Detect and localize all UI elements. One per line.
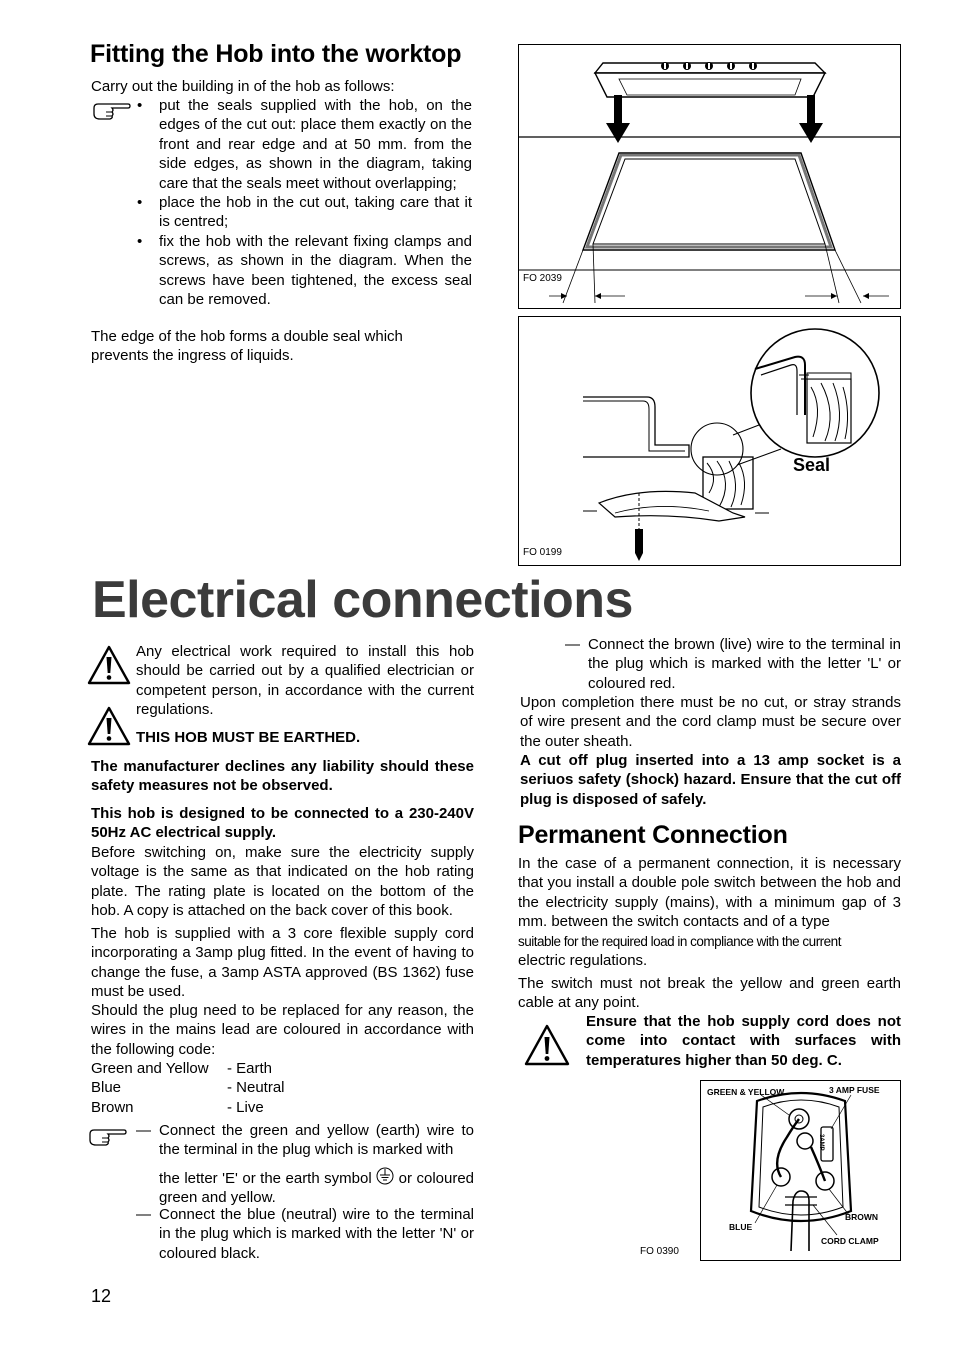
- wire-colour: Blue: [91, 1079, 122, 1097]
- plug-figure-caption: FO 0390: [640, 1246, 679, 1257]
- cord-text: The hob is supplied with a 3 core flexible supply cord incorporating a 3amp plug fitted. In the event of having to change the fuse, a 3amp ASTA approved (BS 1362) fuse must be used.: [91, 925, 474, 1001]
- warning-triangle-icon: [87, 706, 131, 746]
- hob-intro: Carry out the building in of the hob as follows:: [91, 78, 395, 95]
- wire-code-row: [91, 1078, 285, 1097]
- hob-edge-note: The edge of the hob forms a double seal which prevents the ingress of liquids.: [91, 328, 403, 365]
- warning-triangle-icon: [87, 645, 131, 685]
- permanent-text-1: [518, 854, 901, 970]
- pointing-hand-icon: [92, 100, 132, 122]
- label-3amp-fuse: 3 AMP FUSE: [829, 1085, 880, 1095]
- step-earth: [159, 1121, 474, 1208]
- wire-code-row: [91, 1098, 285, 1117]
- liability-note: The manufacturer declines any liability should these safety measures not be observed.: [91, 758, 474, 795]
- plug-wiring-drawing: [701, 1081, 900, 1260]
- pointing-hand-icon: [88, 1126, 128, 1148]
- wire-colour: Green and Yellow: [91, 1060, 209, 1077]
- hob-bullet-2-text: place the hob in the cut out, taking care that it is centred;: [159, 194, 472, 231]
- label-cord-clamp: CORD CLAMP: [821, 1236, 879, 1246]
- figure-plug-wiring: [700, 1080, 901, 1261]
- hob-title: Fitting the Hob into the worktop: [90, 40, 462, 68]
- warning-triangle-icon: [524, 1024, 570, 1066]
- wire-meaning: - Earth: [227, 1060, 273, 1077]
- supply-spec: This hob is designed to be connected to a 230-240V 50Hz AC electrical supply.: [91, 805, 474, 842]
- figure-2-caption: FO 0199: [523, 547, 562, 558]
- permanent-text-2: The switch must not break the yellow and green earth cable at any point.: [518, 975, 901, 1012]
- hob-bullet-2: [137, 193, 472, 232]
- bullet-symbol: •: [137, 233, 143, 250]
- step-earth-text-a: Connect the green and yellow (earth) wire to the terminal in the plug which is marked with: [159, 1122, 474, 1159]
- wire-meaning: - Live: [227, 1098, 264, 1116]
- hob-bullet-3-text: fix the hob with the relevant fixing clamps and screws, as shown in the diagram. When the screws have been tightened, the excess seal can be removed.: [159, 233, 472, 309]
- wire-code-table: [91, 1059, 285, 1117]
- wire-meaning: - Neutral: [227, 1079, 285, 1097]
- page-number: 12: [91, 1286, 112, 1306]
- dash-symbol: —: [565, 636, 580, 653]
- figure-1-caption: FO 2039: [523, 273, 562, 284]
- label-blue: BLUE: [729, 1222, 753, 1232]
- label-green-yellow: GREEN & YELLOW: [707, 1087, 785, 1097]
- bullet-symbol: •: [137, 194, 143, 211]
- warning-qualified-electrician: Any electrical work required to install this hob should be carried out by a qualified electrician or competent person, in accordance with the current regulations.: [136, 643, 474, 719]
- wire-code-row: [91, 1059, 285, 1078]
- supply-cord-warning: Ensure that the hob supply cord does not come into contact with surfaces with temperatures higher than 50 deg. C.: [586, 1013, 901, 1069]
- step-live: Connect the brown (live) wire to the terminal in the plug which is marked with the letter 'L' or coloured red.: [588, 636, 901, 692]
- figure-seal-detail: [518, 316, 901, 566]
- label-brown: BROWN: [845, 1212, 879, 1222]
- fuse-marking: 3AMP: [818, 1134, 824, 1151]
- hob-cutout-drawing: [519, 45, 900, 308]
- bullet-symbol: •: [137, 97, 143, 114]
- hob-bullet-1: [137, 96, 472, 193]
- permanent-text-1c: electric regulations.: [518, 952, 648, 970]
- step-neutral: Connect the blue (neutral) wire to the terminal in the plug which is marked with the letter 'N' or coloured black.: [159, 1206, 474, 1262]
- dash-symbol: —: [136, 1122, 151, 1139]
- permanent-text-1a: In the case of a permanent connection, it is necessary that you install a double pole switch between the hob and the electricity supply (mains), with a minimum gap of 3 mm. between the switch contacts and of a type: [518, 855, 901, 931]
- electrical-title: Electrical connections: [92, 571, 633, 629]
- hob-bullet-3: [137, 232, 472, 310]
- step-earth-line-b: [159, 1167, 474, 1208]
- hob-bullet-1-text: put the seals supplied with the hob, on the edges of the cut out: place them exactly on the front and rear edge and at 50 mm. from the side edges, as shown in the diagram, taking care that the seals meet without overlapping;: [159, 97, 472, 192]
- earth-symbol-icon: [376, 1167, 394, 1185]
- seal-label: Seal: [793, 455, 831, 475]
- permanent-text-1b: suitable for the required load in compliance with the current: [518, 933, 841, 949]
- cutoff-plug-warning: A cut off plug inserted into a 13 amp socket is a seriuos safety (shock) hazard. Ensure that the cut off plug is disposed of safely.: [520, 752, 901, 808]
- step-earth-text-c: or coloured green and yellow.: [159, 1169, 475, 1207]
- wire-colour: Brown: [91, 1098, 134, 1116]
- warning-must-be-earthed: THIS HOB MUST BE EARTHED.: [136, 729, 361, 746]
- figure-hob-cutout: [518, 44, 901, 309]
- completion-note: Upon completion there must be no cut, or stray strands of wire present and the cord clamp must be secure over the outer sheath.: [520, 694, 901, 750]
- permanent-title: Permanent Connection: [518, 821, 788, 849]
- step-earth-text-b: the letter 'E' or the earth symbol: [159, 1169, 372, 1187]
- seal-detail-drawing: [519, 317, 900, 565]
- dash-symbol: —: [136, 1206, 151, 1223]
- supply-check-text: Before switching on, make sure the electricity supply voltage is the same as that indicated on the hob rating plate. The rating plate is located on the bottom of the hob. A copy is attached on the back cover of this book.: [91, 844, 474, 920]
- plug-replace-text: Should the plug need to be replaced for any reason, the wires in the mains lead are coloured in accordance with the following code:: [91, 1002, 474, 1058]
